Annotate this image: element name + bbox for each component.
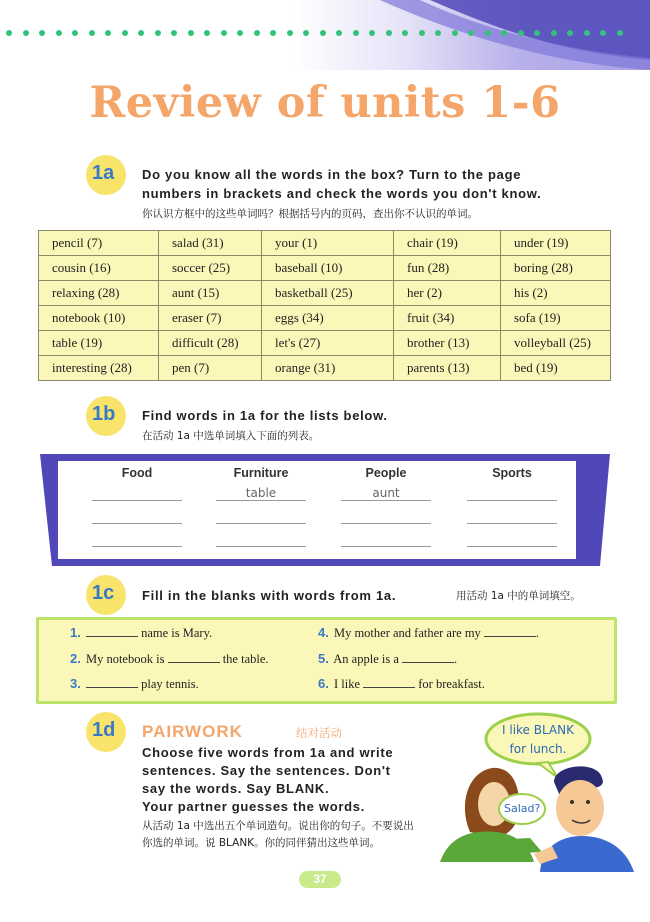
word-cell: volleyball (25) (501, 331, 611, 356)
word-cell: her (2) (394, 281, 501, 306)
word-cell: under (19) (501, 231, 611, 256)
label-1d: 1d (92, 719, 116, 741)
sentence-number: 1. (70, 625, 81, 640)
sentence-text: . (535, 626, 540, 640)
pairwork-heading-zh: 结对活动 (296, 726, 342, 740)
word-cell: his (2) (501, 281, 611, 306)
instruction-1a-zh: 你认识方框中的这些单词吗？根据括号内的页码，查出你不认识的单词。 (142, 208, 478, 220)
category-food: Food (121, 466, 153, 480)
category-people: People (365, 466, 407, 480)
page-title: Review of units 1-6 (89, 78, 561, 128)
word-cell: let's (27) (262, 331, 394, 356)
instruction-1d-zh-line2: 你选的单词。说 BLANK。你的同伴猜出这些单词。 (142, 837, 381, 849)
sentence-text: . (454, 652, 458, 666)
instruction-1a-line2: numbers in brackets and check the words you don't know. (142, 186, 542, 201)
word-cell: interesting (28) (39, 356, 159, 381)
word-cell: brother (13) (394, 331, 501, 356)
write-line (341, 546, 431, 547)
sentence-1 (70, 625, 212, 641)
word-cell: relaxing (28) (39, 281, 159, 306)
sentence-text: An apple is a (333, 652, 399, 666)
write-line (341, 500, 431, 501)
sentence-text: for breakfast. (418, 677, 485, 691)
write-line (92, 500, 182, 501)
sentence-number: 4. (318, 625, 329, 640)
sentence-4 (318, 625, 539, 641)
blank-line (86, 626, 138, 637)
word-cell: chair (19) (394, 231, 501, 256)
instruction-1b-zh: 在活动 1a 中选单词填入下面的列表。 (142, 430, 320, 442)
instruction-1d-line1: Choose five words from 1a and write (142, 745, 394, 760)
label-1b: 1b (92, 403, 116, 425)
write-line (92, 523, 182, 524)
blank-line (363, 677, 415, 688)
write-line (467, 500, 557, 501)
instruction-1a-line1: Do you know all the words in the box? Turn to the page (142, 167, 522, 182)
example-people: aunt (372, 486, 400, 500)
instruction-1d-zh-line1: 从活动 1a 中选出五个单词造句。说出你的句子。不要说出 (142, 820, 414, 832)
sentence-number: 2. (70, 651, 81, 666)
write-line (467, 523, 557, 524)
instruction-1d-line2: sentences. Say the sentences. Don't (142, 763, 391, 778)
word-cell: orange (31) (262, 356, 394, 381)
word-cell: cousin (16) (39, 256, 159, 281)
label-1c: 1c (92, 582, 115, 604)
write-line (467, 546, 557, 547)
pairwork-heading: PAIRWORK (142, 722, 243, 741)
sentence-5 (318, 651, 457, 667)
sentence-2 (70, 651, 269, 667)
sentence-text: play tennis. (141, 677, 199, 691)
word-cell: salad (31) (159, 231, 262, 256)
write-line (216, 546, 306, 547)
write-line (216, 523, 306, 524)
blank-line (484, 626, 536, 637)
instruction-1c: Fill in the blanks with words from 1a. (142, 588, 397, 603)
example-furniture: table (245, 486, 277, 500)
write-line (341, 523, 431, 524)
sentence-text: My notebook is (85, 652, 165, 666)
instruction-1b: Find words in 1a for the lists below. (142, 408, 388, 423)
word-cell: fun (28) (394, 256, 501, 281)
word-cell: bed (19) (501, 356, 611, 381)
category-furniture: Furniture (233, 466, 289, 480)
category-sports: Sports (492, 466, 532, 480)
sentence-text: I like (333, 677, 361, 691)
page-number: 37 (299, 871, 341, 888)
word-cell: eggs (34) (262, 306, 394, 331)
word-cell: baseball (10) (262, 256, 394, 281)
word-cell: eraser (7) (159, 306, 262, 331)
sentence-text: the table. (222, 652, 269, 666)
bubble-line1: I like BLANK (502, 723, 574, 737)
sentence-3 (70, 676, 199, 692)
word-cell: difficult (28) (159, 331, 262, 356)
sentence-number: 6. (318, 676, 329, 691)
word-cell: soccer (25) (159, 256, 262, 281)
instruction-1c-zh: 用活动 1a 中的单词填空。 (456, 590, 581, 602)
word-cell: pencil (7) (39, 231, 159, 256)
instruction-1d-line3: say the words. Say BLANK. (142, 781, 330, 796)
word-cell: boring (28) (501, 256, 611, 281)
word-cell: sofa (19) (501, 306, 611, 331)
label-1a: 1a (92, 162, 115, 184)
word-cell: table (19) (39, 331, 159, 356)
sentence-text: name is Mary. (141, 626, 213, 640)
sentence-6 (318, 676, 485, 692)
write-line (216, 500, 306, 501)
word-cell: aunt (15) (159, 281, 262, 306)
sentence-number: 3. (70, 676, 81, 691)
word-cell: notebook (10) (39, 306, 159, 331)
instruction-1d-line4: Your partner guesses the words. (142, 799, 366, 814)
word-cell: pen (7) (159, 356, 262, 381)
sentence-number: 5. (318, 651, 329, 666)
word-cell: your (1) (262, 231, 394, 256)
write-line (92, 546, 182, 547)
guess-bubble-text: Salad? (504, 802, 541, 815)
word-cell: fruit (34) (394, 306, 501, 331)
blank-line (168, 652, 220, 663)
blank-line (402, 652, 454, 663)
word-cell: basketball (25) (262, 281, 394, 306)
blank-line (86, 677, 138, 688)
word-cell: parents (13) (394, 356, 501, 381)
bubble-line2: for lunch. (509, 742, 567, 756)
sentence-text: My mother and father are my (333, 626, 481, 640)
